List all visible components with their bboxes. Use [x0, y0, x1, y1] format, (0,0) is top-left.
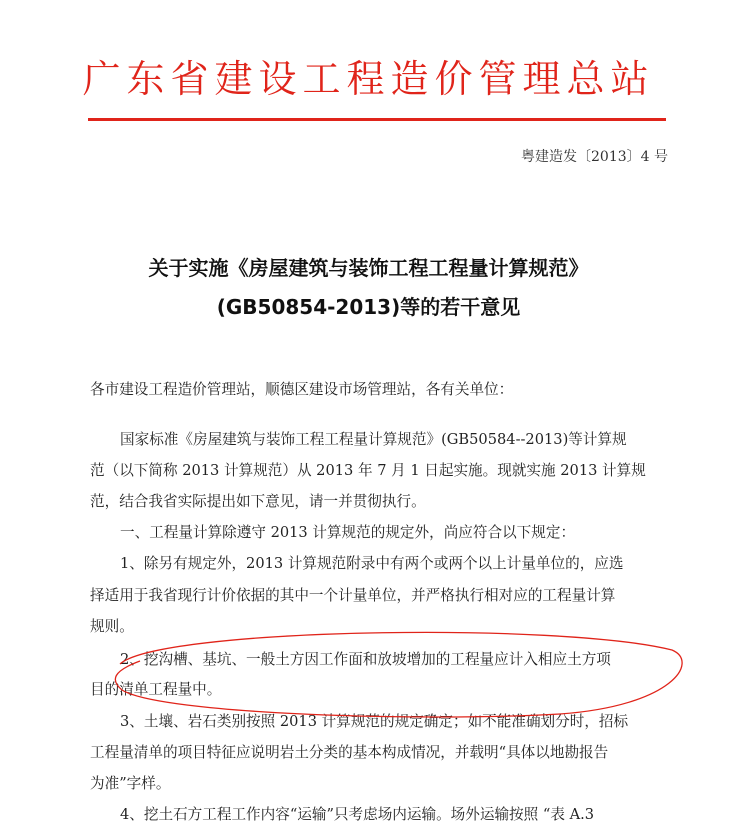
document-number: 粤建造发〔2013〕4 号	[521, 149, 668, 165]
body-line: 范，结合我省实际提出如下意见，请一并贯彻执行。	[90, 493, 426, 510]
body-line: 择适用于我省现行计价依据的其中一个计量单位，并严格执行相对应的工程量计算	[90, 587, 616, 604]
body-line: 国家标准《房屋建筑与装饰工程工程量计算规范》(GB50584--2013)等计算规	[120, 431, 627, 448]
body-line: 为准”字样。	[90, 775, 171, 792]
body-line-highlighted: 2、挖沟槽、基坑、一般土方因工作面和放坡增加的工程量应计入相应土方项	[120, 651, 611, 668]
salutation: 各市建设工程造价管理站，顺德区建设市场管理站，各有关单位：	[90, 381, 514, 398]
body-line: 4、挖土石方工程工作内容“运输”只考虑场内运输。场外运输按照 “表 A.3	[120, 806, 595, 823]
body-line-highlighted: 目的清单工程量中。	[90, 681, 222, 698]
body-line: 工程量清单的项目特征应说明岩土分类的基本构成情况，并载明“具体以地勘报告	[90, 744, 609, 761]
section-heading: 一、工程量计算除遵守 2013 计算规范的规定外，尚应符合以下规定：	[120, 524, 576, 541]
body-line: 范（以下简称 2013 计算规范）从 2013 年 7 月 1 日起实施。现就实施 2013 计算规	[90, 462, 646, 479]
title-line-2: (GB50854-2013)等的若干意见	[216, 295, 521, 319]
red-divider	[88, 118, 666, 121]
org-letterhead: 广东省建设工程造价管理总站	[82, 57, 655, 101]
body-line: 3、土壤、岩石类别按照 2013 计算规范的规定确定；如不能准确划分时，招标	[120, 713, 629, 730]
title-line-1: 关于实施《房屋建筑与装饰工程工程量计算规范》	[148, 256, 589, 280]
body-line: 1、除另有规定外，2013 计算规范附录中有两个或两个以上计量单位的，应选	[120, 555, 624, 572]
body-line: 规则。	[90, 618, 134, 635]
